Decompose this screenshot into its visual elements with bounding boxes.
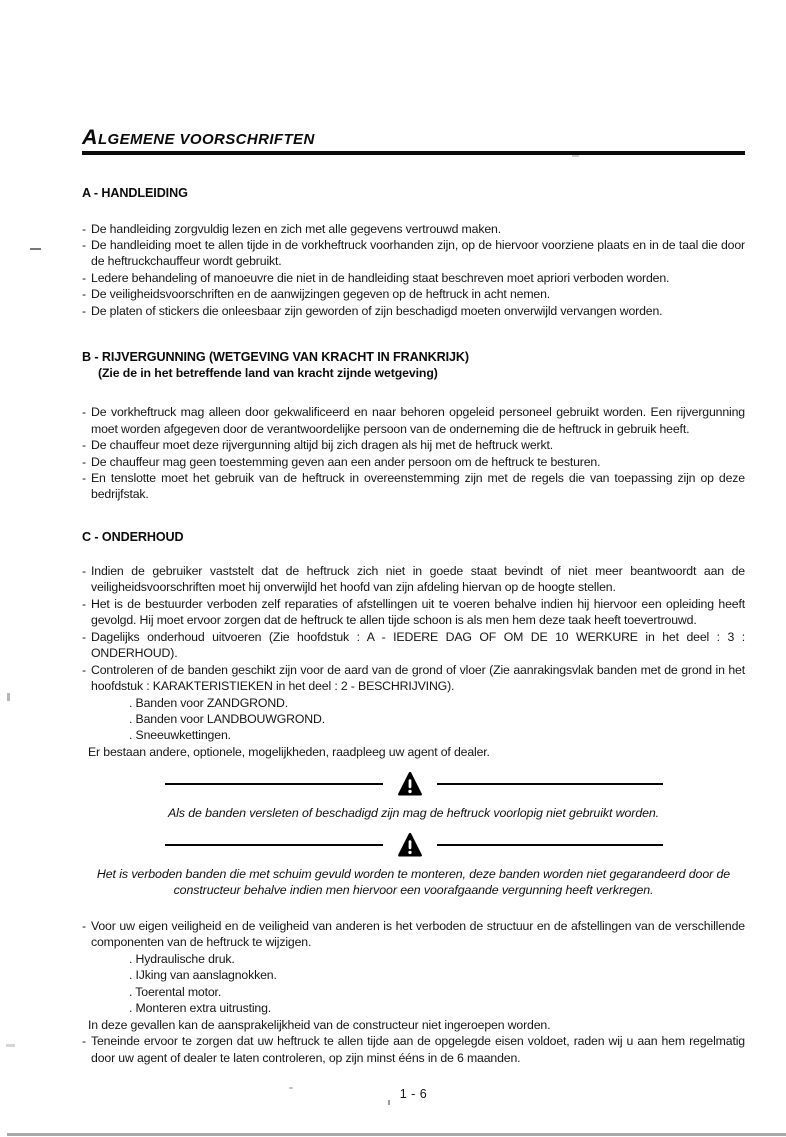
sub-list-item: . Toerental motor.	[129, 984, 222, 999]
sub-list-item: . Sneeuwkettingen.	[129, 728, 231, 743]
divider-line	[437, 783, 663, 785]
page-number: 1 - 6	[399, 1086, 428, 1101]
list-item: - De handleiding moet te allen tijde in de vorkheftruck voorhanden zijn, op de hiervoor voorziene plaats en in de taal die door de heftruckchauffeur wordt gebruikt.	[82, 237, 745, 270]
list-item: - De veiligheidsvoorschriften en de aanwijzingen gegeven op de heftruck in acht nemen.	[82, 286, 745, 302]
divider-line	[165, 783, 383, 785]
warning-text: Het is verboden banden die met schuim gevuld worden te monteren, deze banden worden niet gegarandeerd door de constructeur behalve indien men hiervoor een voorafgaande vergunning heeft verkregen.	[96, 866, 731, 898]
title-underline	[82, 151, 745, 155]
divider-line	[437, 844, 663, 846]
warning-divider	[82, 771, 745, 797]
sub-list-item: . Hydraulische druk.	[129, 951, 235, 966]
scan-speck	[30, 248, 41, 250]
section-b-list	[82, 404, 745, 503]
list-item: - De chauffeur moet deze rijvergunning altijd bij zich dragen als hij met de heftruck werkt.	[82, 437, 745, 453]
list-item: - Voor uw eigen veiligheid en de veiligheid van anderen is het verboden de structuur en de afstellingen van de verschillende componenten van de heftruck te wijzigen.	[82, 918, 745, 951]
list-item: - De vorkheftruck mag alleen door gekwalificeerd en naar behoren opgeleid personeel gebruikt worden. Een rijvergunning moet worden afgegeven door de verantwoordelijke persoon van de onderneming die de heftruck in gebruik heeft.	[82, 404, 745, 437]
list-item: - Indien de gebruiker vaststelt dat de heftruck zich niet in goede staat bevindt of niet meer beantwoordt aan de veiligheidsvoorschriften moet hij onverwijld het hoofd van zijn afdeling hiervan op de hoogte stellen.	[82, 563, 745, 596]
section-a-list	[82, 221, 745, 320]
scan-speck	[572, 155, 579, 157]
divider-line	[165, 844, 383, 846]
scan-speck	[6, 1044, 15, 1047]
scan-edge-line	[7, 1133, 786, 1136]
list-item: - Ledere behandeling of manoeuvre die niet in de handleiding staat beschreven moet apriori verboden worden.	[82, 270, 745, 286]
final-section-list	[82, 918, 745, 1066]
page-title: ALGEMENE VOORSCHRIFTEN	[82, 125, 315, 149]
section-b-subheading: (Zie de in het betreffende land van kracht zijnde wetgeving)	[98, 366, 438, 381]
section-c-list	[82, 563, 745, 760]
warning-triangle-icon	[398, 832, 422, 858]
page-content	[82, 0, 745, 1101]
sub-list-item: . Banden voor LANDBOUWGROND.	[129, 712, 326, 727]
sub-list-item: . IJking van aanslagnokken.	[129, 968, 277, 983]
list-item: - Controleren of de banden geschikt zijn voor de aard van de grond of vloer (Zie aanrakingsvlak banden met de grond in het hoofdstuk : KARAKTERISTIEKEN in het deel : 2 - BESCHRIJVING).	[82, 662, 745, 695]
warning-text: Als de banden versleten of beschadigd zijn mag de heftruck voorlopig niet gebruikt worden.	[167, 806, 660, 821]
list-item: - Het is de bestuurder verboden zelf reparaties of afstellingen uit te voeren behalve indien hij hiervoor een opleiding heeft gevolgd. Hij moet ervoor zorgen dat de heftruck te allen tijde schoon is als men hem deze taak heeft toevertrouwd.	[82, 596, 745, 629]
sub-list-item: . Banden voor ZANDGROND.	[129, 695, 289, 710]
warning-triangle-icon	[398, 771, 422, 797]
list-item: - Dagelijks onderhoud uitvoeren (Zie hoofdstuk : A - IEDERE DAG OF OM DE 10 WERKURE in het deel : 3 : ONDERHOUD).	[82, 629, 745, 662]
scan-speck	[7, 693, 10, 701]
note-line: Er bestaan andere, optionele, mogelijkheden, raadpleeg uw agent of dealer.	[88, 744, 490, 759]
scan-speck	[388, 1100, 390, 1105]
note-line: In deze gevallen kan de aansprakelijkheid van de constructeur niet ingeroepen worden.	[88, 1017, 551, 1032]
list-item: - De handleiding zorgvuldig lezen en zich met alle gegevens vertrouwd maken.	[82, 221, 745, 237]
scan-speck	[289, 1087, 293, 1089]
sub-list-item: . Monteren extra uitrusting.	[129, 1001, 272, 1016]
list-item: - De platen of stickers die onleesbaar zijn geworden of zijn beschadigd moeten onverwijld vervangen worden.	[82, 303, 745, 319]
list-item: - Teneinde ervoor te zorgen dat uw heftruck te allen tijde aan de opgelegde eisen voldoet, raden wij u aan hem regelmatig door uw agent of dealer te laten controleren, op zijn minst ééns in de 6 maanden.	[82, 1033, 745, 1066]
section-a-heading: A - HANDLEIDING	[82, 185, 188, 200]
section-c-heading: C - ONDERHOUD	[82, 529, 184, 544]
section-b-heading: B - RIJVERGUNNING (WETGEVING VAN KRACHT IN FRANKRIJK)	[82, 350, 469, 365]
list-item: - De chauffeur mag geen toestemming geven aan een ander persoon om de heftruck te besturen.	[82, 454, 745, 470]
warning-divider	[82, 832, 745, 858]
list-item: - En tenslotte moet het gebruik van de heftruck in overeenstemming zijn met de regels die van toepassing zijn op deze bedrijfstak.	[82, 470, 745, 503]
